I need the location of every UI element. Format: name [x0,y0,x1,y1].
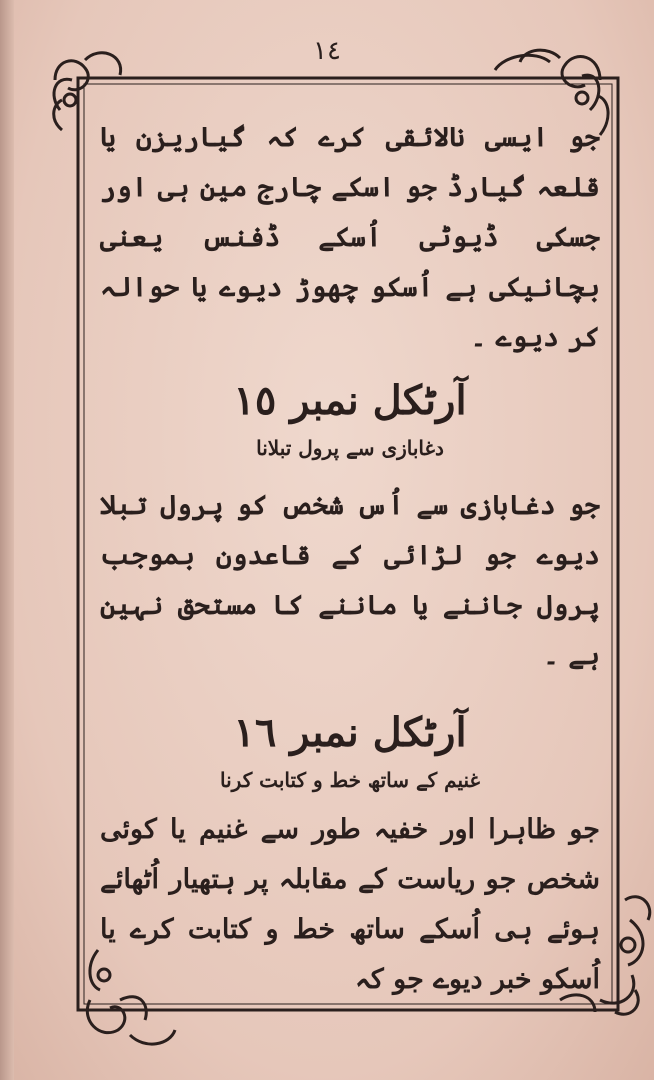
paragraph-3: جو ظاہرا اور خفیہ طور سے غنیم یا کوئی شخص جو ریاست کے مقابلہ پر ہتھیار اُٹھائے ہوئے ہی اُسکے ساتھ خط و کتابت کرے یا اُسکو خبر دیوے جو کہ [100,814,600,995]
page-content [100,105,600,1005]
article-heading-16: آرٹکل نمبر ١٦ [233,709,467,756]
article-heading-15: آرٹکل نمبر ١٥ [233,377,467,424]
paragraph-2: جو دغابازی سے اُس شخص کو پرول تبلا دیوے جو لڑائی کے قاعدون بموجب پرول جاننے یا ماننے کا مستحق نہین ہے ۔ [100,490,600,671]
paragraph-1: جو ایسی نالائقی کرے کہ گیاریزن یا قلعہ گیارڈ جو اسکے چارج مین ہی اور جسکی ڈیوٹی اُسکے ڈفنس یعنی بچانیکی ہے اُسکو چھوڑ دیوے یا حوالہ کر دیوے ۔ [100,122,600,353]
article-subheading-16: غنیم کے ساتھ خط و کتابت کرنا [220,768,480,792]
page-number: ١٤ [313,36,341,66]
article-subheading-15: دغابازی سے پرول تبلانا [256,436,444,460]
